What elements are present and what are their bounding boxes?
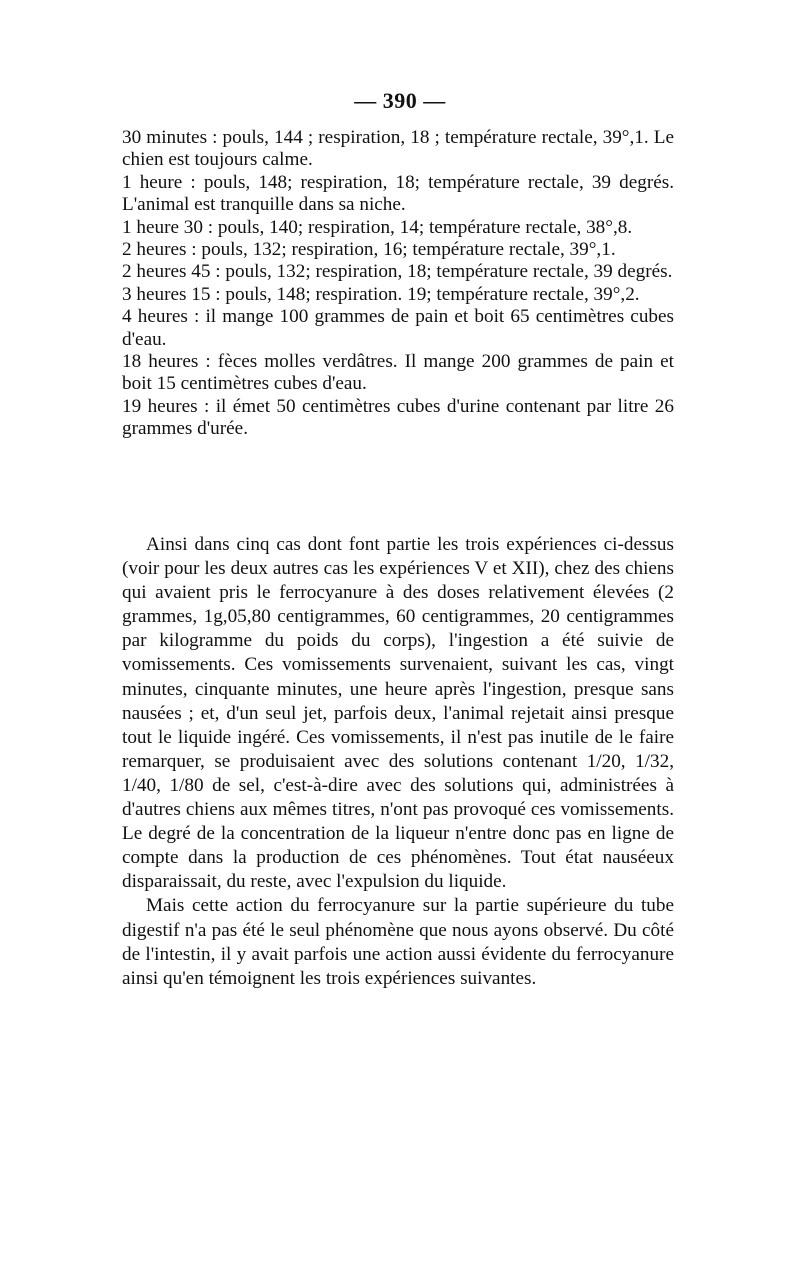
log-entry: 4 heures : il mange 100 grammes de pain et boit 65 centimètres cubes d'eau. [122,306,674,350]
log-entry: 19 heures : il émet 50 centimètres cubes d'urine contenant par litre 26 grammes d'urée. [122,395,674,440]
log-entry: 1 heure : pouls, 148; respiration, 18; température rectale, 39 degrés. L'animal est tranquille dans sa niche. [122,171,674,216]
page-number: — 390 — [354,88,446,113]
log-entry: 1 heure 30 : pouls, 140; respiration, 14; température rectale, 38°,8. [122,216,633,238]
observation-log [122,127,674,441]
log-entry: 30 minutes : pouls, 144 ; respiration, 18 ; température rectale, 39°,1. Le chien est toujours calme. [122,127,674,171]
body-text [122,533,674,991]
paragraph-summary: Ainsi dans cinq cas dont font partie les trois expériences ci-dessus (voir pour les deux autres cas les expériences V et XII), chez des chiens qui avaient pris le ferrocyanure à des doses relativement élevées (2 grammes, 1g,05,80 centigrammes, 60 centigrammes, 20 centigrammes par kilogramme du poids du corps), l'ingestion a été suivie de vomissements. Ces vomissements survenaient, suivant les cas, vingt minutes, cinquante minutes, une heure après l'ingestion, presque sans nausées ; et, d'un seul jet, parfois deux, l'animal rejetait ainsi presque tout le liquide ingéré. Ces vomissements, il n'est pas inutile de le faire remarquer, se produisaient avec des solutions contenant 1/20, 1/32, 1/40, 1/80 de sel, c'est-à-dire avec des solutions qui, administrées à d'autres chiens aux mêmes titres, n'ont pas provoqué ces vomissements. Le degré de la concentration de la liqueur n'entre donc pas en ligne de compte dans la production de ces phénomènes. Tout état nauséeux disparaissait, du reste, avec l'expulsion du liquide. [122,534,674,893]
log-entry: 2 heures 45 : pouls, 132; respiration, 18; température rectale, 39 degrés. [122,261,673,283]
log-entry: 2 heures : pouls, 132; respiration, 16; température rectale, 39°,1. [122,239,616,261]
log-entry: 3 heures 15 : pouls, 148; respiration. 19; température rectale, 39°,2. [122,283,640,305]
paragraph-intestine: Mais cette action du ferrocyanure sur la partie supérieure du tube digestif n'a pas été le seul phénomène que nous ayons observé. Du côté de l'intestin, il y avait parfois une action aussi évidente du ferrocyanure ainsi qu'en témoignent les trois expériences suivantes. [122,895,674,989]
log-entry: 18 heures : fèces molles verdâtres. Il mange 200 grammes de pain et boit 15 centimètres cubes d'eau. [122,351,674,395]
